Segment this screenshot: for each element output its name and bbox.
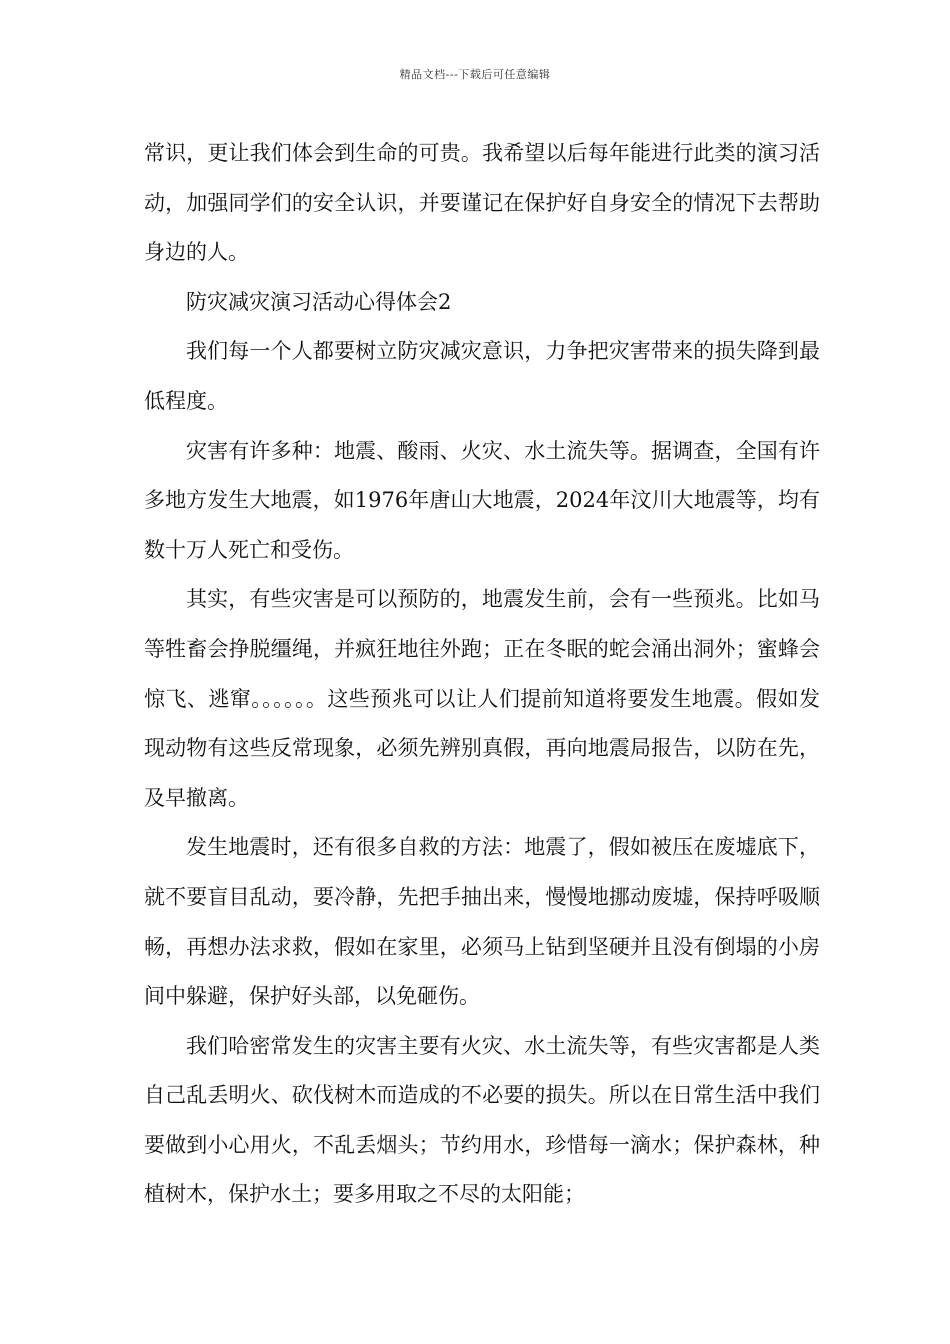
document-body	[144, 129, 820, 1220]
paragraph: 我们哈密常发生的灾害主要有火灾、水土流失等，有些灾害都是人类自己乱丢明火、砍伐树木而造成的不必要的损失。所以在日常生活中我们要做到小心用火，不乱丢烟头；节约用水，珍惜每一滴水；保护森林，种植树木，保护水土；要多用取之不尽的太阳能；	[144, 1033, 820, 1207]
page-header: 精品文档---下载后可任意编辑	[399, 68, 551, 81]
paragraph: 我们每一个人都要树立防灾减灾意识，力争把灾害带来的损失降到最低程度。	[144, 339, 820, 413]
section-title: 防灾减灾演习活动心得体会2	[186, 289, 452, 314]
paragraph-continuation: 常识，更让我们体会到生命的可贵。我希望以后每年能进行此类的演习活动，加强同学们的安全认识，并要谨记在保护好自身安全的情况下去帮助身边的人。	[144, 141, 820, 265]
paragraph: 其实，有些灾害是可以预防的，地震发生前，会有一些预兆。比如马等牲畜会挣脱缰绳，并疯狂地往外跑；正在冬眠的蛇会涌出洞外；蜜蜂会惊飞、逃窜。。。。。。这些预兆可以让人们提前知道将要发生地震。假如发现动物有这些反常现象，必须先辨别真假，再向地震局报告，以防在先，及早撤离。	[144, 587, 820, 810]
paragraph: 灾害有许多种：地震、酸雨、火灾、水土流失等。据调查，全国有许多地方发生大地震，如1976年唐山大地震，2024年汶川大地震等，均有数十万人死亡和受伤。	[144, 438, 820, 562]
paragraph: 发生地震时，还有很多自救的方法：地震了，假如被压在废墟底下，就不要盲目乱动，要冷静，先把手抽出来，慢慢地挪动废墟，保持呼吸顺畅，再想办法求救，假如在家里，必须马上钻到坚硬并且没有倒塌的小房间中躲避，保护好头部，以免砸伤。	[144, 835, 820, 1009]
